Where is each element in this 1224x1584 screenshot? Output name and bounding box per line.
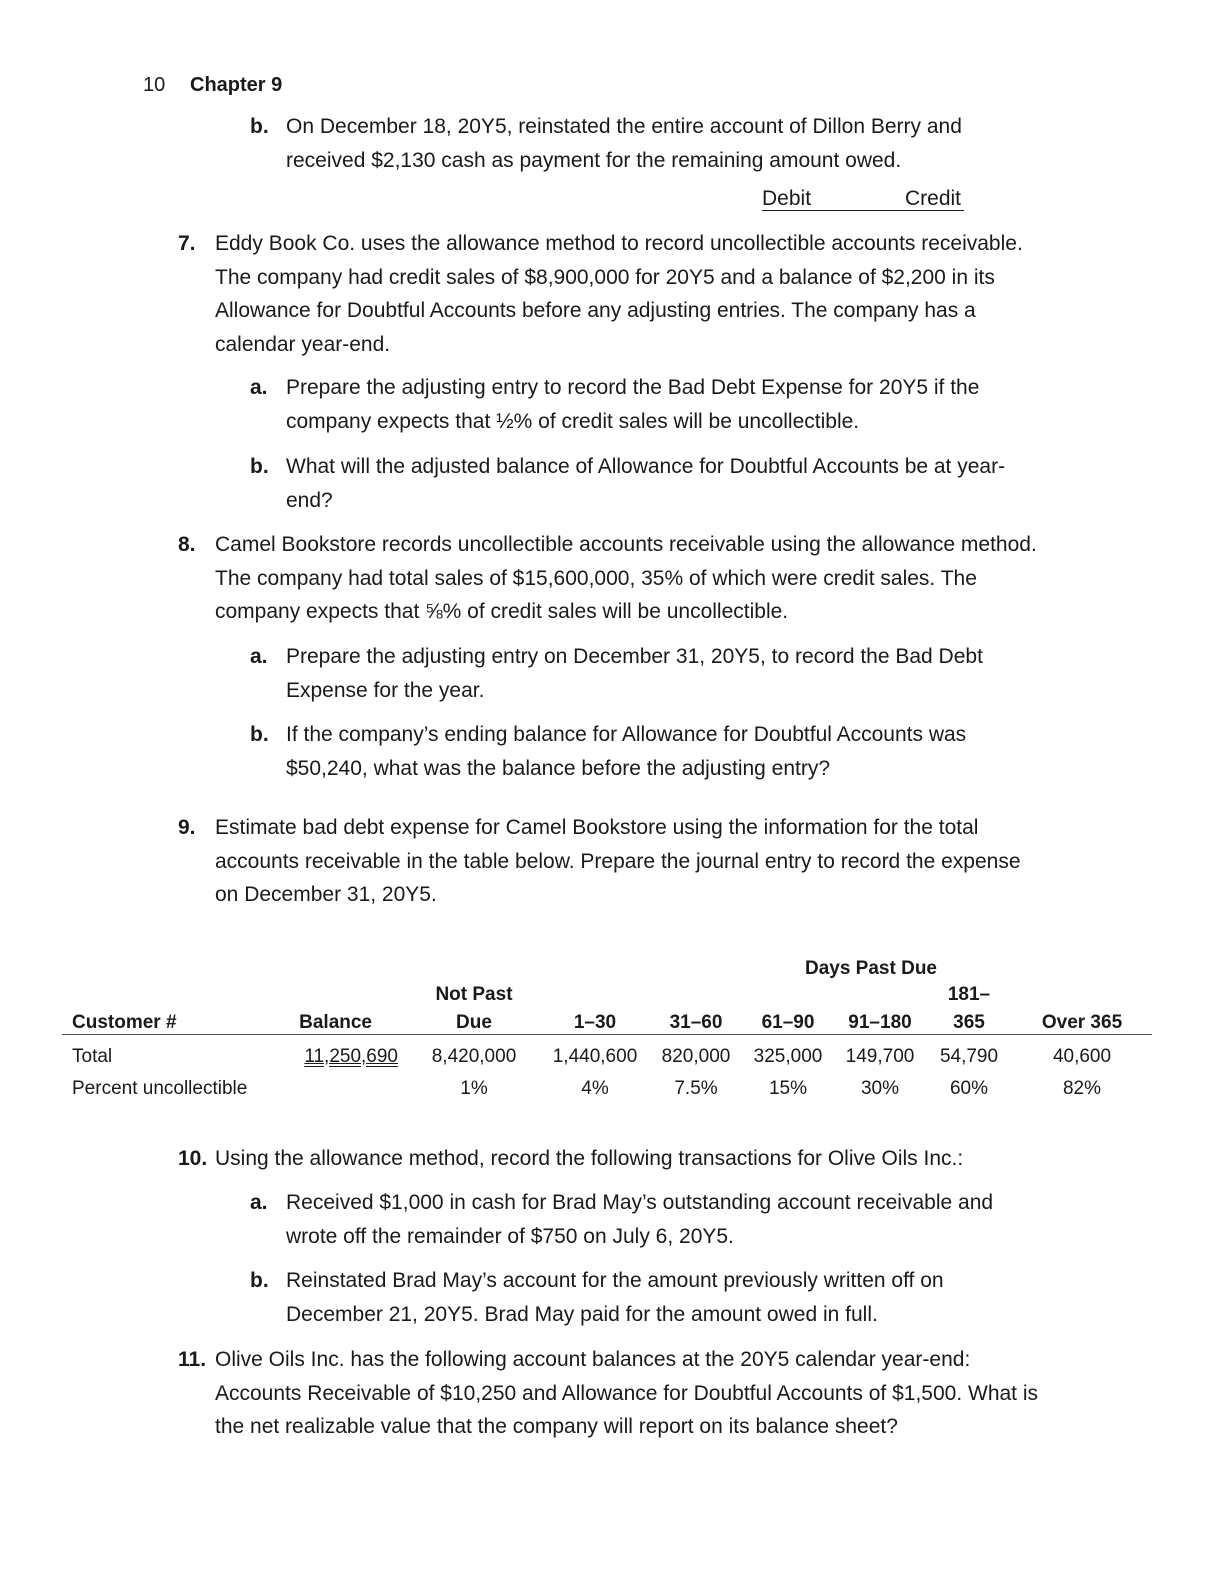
q7a-text bbox=[286, 371, 979, 438]
page-number: 10 bbox=[143, 74, 166, 96]
row-label-percent: Percent uncollectible bbox=[72, 1078, 248, 1099]
q7b-line: What will the adjusted balance of Allowance for Doubtful Accounts be at year- bbox=[286, 455, 1006, 478]
total-31-60: 820,000 bbox=[661, 1046, 731, 1067]
q7a-label: a. bbox=[250, 376, 268, 399]
col-31-60: 31–60 bbox=[650, 1006, 742, 1035]
aging-table bbox=[62, 950, 1152, 1105]
table-row bbox=[62, 1073, 1152, 1105]
q8-number: 8. bbox=[178, 533, 196, 556]
table-row bbox=[62, 1035, 1152, 1074]
q8-line: The company had total sales of $15,600,000, 35% of which were credit sales. The bbox=[215, 566, 977, 590]
total-61-90: 325,000 bbox=[753, 1046, 823, 1067]
total-1-30: 1,440,600 bbox=[552, 1046, 638, 1067]
q8b-text bbox=[286, 718, 966, 785]
pct-not-past-due: 1% bbox=[460, 1078, 488, 1099]
credit-header: Credit bbox=[905, 187, 962, 210]
total-91-180: 149,700 bbox=[845, 1046, 915, 1067]
col-181-365-line1: 181– bbox=[947, 984, 991, 1005]
q10a-text bbox=[286, 1186, 993, 1253]
q6b-line: received $2,130 cash as payment for the remaining amount owed. bbox=[286, 148, 902, 172]
q7-text bbox=[215, 227, 1023, 361]
col-1-30: 1–30 bbox=[540, 1006, 650, 1035]
q9-line: accounts receivable in the table below. Prepare the journal entry to record the expense bbox=[215, 849, 1021, 873]
col-over-365: Over 365 bbox=[1012, 1006, 1152, 1035]
col-customer: Customer # bbox=[62, 1006, 258, 1035]
total-over-365: 40,600 bbox=[1052, 1046, 1112, 1067]
q9-number: 9. bbox=[178, 816, 196, 839]
q10a-line: wrote off the remainder of $750 on July 6, 20Y5. bbox=[286, 1224, 734, 1248]
q10a-label: a. bbox=[250, 1191, 268, 1214]
q8b-line: If the company’s ending balance for Allowance for Doubtful Accounts was bbox=[286, 723, 967, 746]
q8-text bbox=[215, 528, 1037, 629]
col-balance: Balance bbox=[258, 1006, 408, 1035]
pct-31-60: 7.5% bbox=[674, 1078, 718, 1099]
pct-181-365: 60% bbox=[949, 1078, 989, 1099]
chapter-title: Chapter 9 bbox=[190, 74, 283, 96]
q10a-line: Received $1,000 in cash for Brad May’s outstanding account receivable and bbox=[286, 1191, 994, 1214]
total-181-365: 54,790 bbox=[939, 1046, 999, 1067]
q8a-label: a. bbox=[250, 645, 268, 668]
q8-line: company expects that ⅝% of credit sales will be uncollectible. bbox=[215, 600, 789, 623]
q10b-line: Reinstated Brad May’s account for the amount previously written off on bbox=[286, 1269, 944, 1292]
debit-credit-rule bbox=[762, 210, 964, 211]
q10b-text bbox=[286, 1264, 944, 1331]
q8-line: Camel Bookstore records uncollectible accounts receivable using the allowance method. bbox=[215, 533, 1037, 556]
q10b-line: December 21, 20Y5. Brad May paid for the amount owed in full. bbox=[286, 1302, 878, 1326]
q11-text bbox=[215, 1343, 1038, 1444]
q9-text bbox=[215, 811, 1021, 912]
q8a-line: Expense for the year. bbox=[286, 678, 485, 702]
q7a-line: Prepare the adjusting entry to record the Bad Debt Expense for 20Y5 if the bbox=[286, 376, 980, 399]
q9-line: Estimate bad debt expense for Camel Bookstore using the information for the total bbox=[215, 816, 979, 839]
q8a-line: Prepare the adjusting entry on December 31, 20Y5, to record the Bad Debt bbox=[286, 645, 983, 668]
q7-line: Allowance for Doubtful Accounts before any adjusting entries. The company has a bbox=[215, 299, 976, 322]
col-91-180: 91–180 bbox=[834, 1006, 926, 1035]
days-past-due-header: Days Past Due bbox=[804, 958, 937, 979]
col-not-past-due-line2: Due bbox=[408, 1006, 540, 1035]
q6b-label: b. bbox=[250, 115, 269, 138]
q6b-text bbox=[286, 110, 962, 177]
q11-line: Olive Oils Inc. has the following account balances at the 20Y5 calendar year-end: bbox=[215, 1348, 971, 1371]
q7-number: 7. bbox=[178, 232, 196, 255]
pct-over-365: 82% bbox=[1062, 1078, 1102, 1099]
q7-line: calendar year-end. bbox=[215, 332, 391, 356]
q11-line: the net realizable value that the company will report on its balance sheet? bbox=[215, 1415, 898, 1438]
col-not-past-due-line1: Not Past bbox=[435, 984, 513, 1005]
total-not-past-due: 8,420,000 bbox=[431, 1046, 517, 1067]
pct-91-180: 30% bbox=[860, 1078, 900, 1099]
q7b-text bbox=[286, 450, 1005, 517]
pct-1-30: 4% bbox=[581, 1078, 609, 1099]
q7b-label: b. bbox=[250, 455, 269, 478]
col-181-365-line2: 365 bbox=[926, 1006, 1012, 1035]
q6b-line: On December 18, 20Y5, reinstated the entire account of Dillon Berry and bbox=[286, 115, 962, 138]
q7a-line: company expects that ½% of credit sales will be uncollectible. bbox=[286, 409, 860, 433]
q7-line: Eddy Book Co. uses the allowance method to record uncollectible accounts receivable. bbox=[215, 232, 1023, 255]
q11-line: Accounts Receivable of $10,250 and Allowance for Doubtful Accounts of $1,500. What is bbox=[215, 1381, 1039, 1405]
total-balance: 11,250,690 bbox=[304, 1046, 398, 1067]
col-61-90: 61–90 bbox=[742, 1006, 834, 1035]
debit-header: Debit bbox=[762, 187, 812, 210]
q9-line: on December 31, 20Y5. bbox=[215, 883, 437, 906]
q10-text: Using the allowance method, record the following transactions for Olive Oils Inc.: bbox=[215, 1147, 964, 1170]
pct-61-90: 15% bbox=[768, 1078, 808, 1099]
q10b-label: b. bbox=[250, 1269, 269, 1292]
q11-number: 11. bbox=[178, 1348, 207, 1371]
q7-line: The company had credit sales of $8,900,000 for 20Y5 and a balance of $2,200 in its bbox=[215, 265, 995, 289]
q10-number: 10. bbox=[178, 1147, 208, 1170]
q8a-text bbox=[286, 640, 983, 707]
q8b-line: $50,240, what was the balance before the adjusting entry? bbox=[286, 756, 831, 780]
row-label-total: Total bbox=[72, 1046, 113, 1067]
q8b-label: b. bbox=[250, 723, 269, 746]
q7b-line: end? bbox=[286, 488, 333, 512]
